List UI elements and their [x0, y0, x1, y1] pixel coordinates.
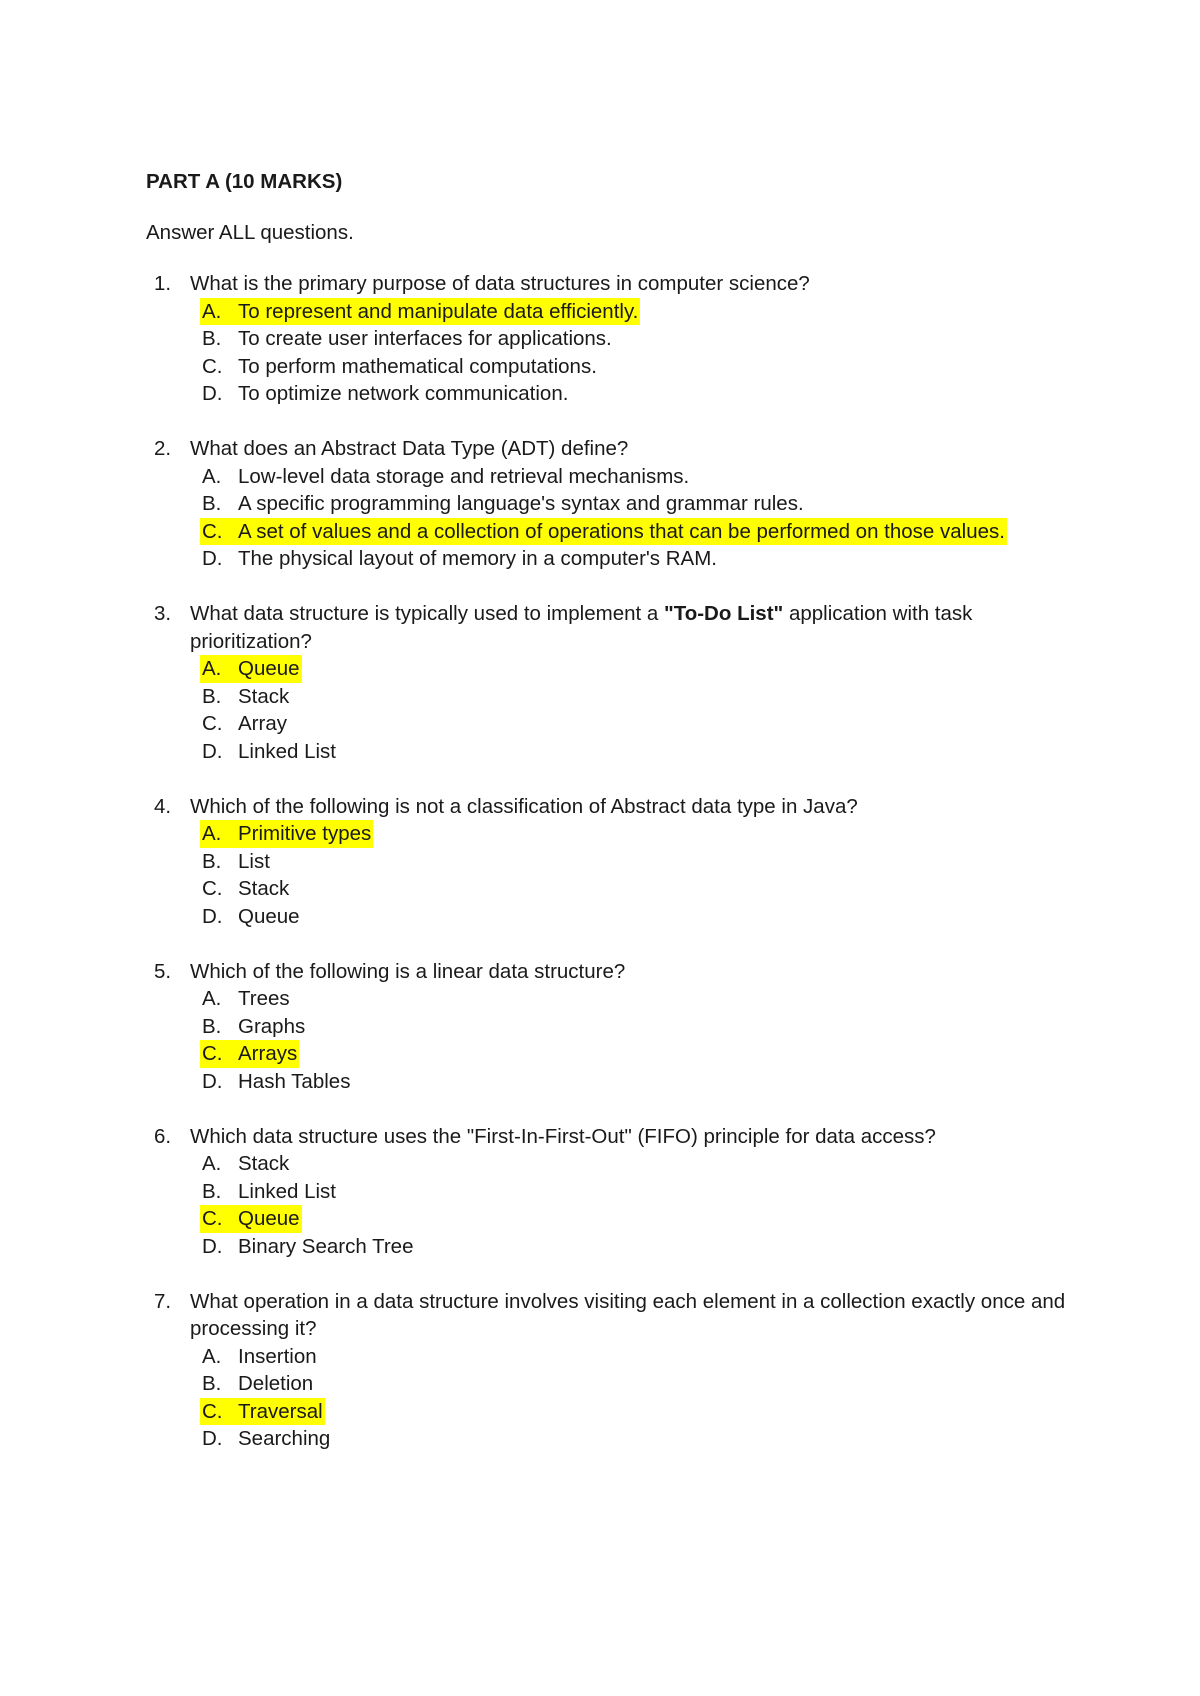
option-letter: A.	[202, 464, 222, 488]
option-text: Deletion	[238, 1372, 314, 1395]
option-list	[190, 1150, 1086, 1260]
question-number: 5.	[154, 959, 172, 983]
option-text: Graphs	[238, 1014, 306, 1038]
option-body	[200, 683, 291, 711]
question-item	[146, 435, 1086, 573]
option-text: To perform mathematical computations.	[238, 354, 597, 378]
question-text-part: Which of the following is not a classification of Abstract data type in Java?	[190, 794, 858, 818]
option-text: Hash Tables	[238, 1069, 351, 1093]
question-text	[190, 1288, 1086, 1343]
option-body	[200, 325, 614, 353]
option-body	[200, 903, 302, 931]
question-number: 2.	[154, 437, 172, 460]
option	[200, 1233, 1086, 1261]
option-letter: B.	[202, 849, 222, 873]
option-highlighted	[200, 1205, 1086, 1233]
question-number: 7.	[154, 1289, 172, 1313]
option-text: A specific programming language's syntax and grammar rules.	[238, 492, 804, 515]
question-number: 1.	[154, 272, 172, 295]
answer-highlight	[200, 518, 1007, 546]
option-letter: D.	[202, 739, 223, 763]
option-text: Traversal	[238, 1399, 323, 1423]
option	[200, 1425, 1086, 1453]
question-item	[146, 1123, 1086, 1261]
option	[200, 903, 1086, 931]
option-body	[200, 1178, 338, 1206]
option	[200, 1150, 1086, 1178]
option-text: Primitive types	[238, 822, 372, 845]
option-text: Linked List	[238, 739, 337, 763]
question-item	[146, 600, 1086, 765]
option-highlighted	[200, 655, 1086, 683]
option-letter: C.	[202, 354, 223, 378]
option-body	[200, 545, 719, 573]
option	[200, 985, 1086, 1013]
option-letter: A.	[202, 1152, 222, 1175]
option-letter: B.	[202, 492, 222, 515]
option-text: List	[238, 849, 270, 873]
option-list	[190, 985, 1086, 1095]
option-body	[200, 1150, 291, 1178]
option-letter: D.	[202, 547, 223, 570]
option-text: Trees	[238, 987, 290, 1010]
question-item	[146, 1288, 1086, 1453]
option-text: Linked List	[238, 1179, 337, 1203]
option-letter: D.	[202, 904, 223, 928]
option-highlighted	[200, 298, 1086, 326]
option-list	[190, 463, 1086, 573]
option-text: To represent and manipulate data efficiently.	[238, 299, 639, 323]
answer-highlight	[200, 820, 373, 848]
option-text: Queue	[238, 657, 300, 680]
option	[200, 1068, 1086, 1096]
part-title: PART A (10 MARKS)	[146, 170, 343, 193]
option-text: Searching	[238, 1427, 331, 1450]
question-text	[190, 793, 1086, 821]
option	[200, 545, 1086, 573]
option-list	[190, 655, 1086, 765]
option	[200, 1178, 1086, 1206]
option-letter: D.	[202, 1427, 223, 1450]
question-text-part: Which of the following is a linear data structure?	[190, 959, 626, 983]
option	[200, 1013, 1086, 1041]
option-letter: C.	[202, 1042, 223, 1065]
option-body	[200, 1068, 352, 1096]
option-letter: D.	[202, 382, 223, 405]
option-text: Binary Search Tree	[238, 1234, 414, 1258]
option-letter: B.	[202, 1372, 222, 1395]
option-body	[200, 1343, 319, 1371]
option-body	[200, 1013, 307, 1041]
question-text-part: Which data structure uses the "First-In-First-Out" (FIFO) principle for data access?	[190, 1124, 936, 1148]
option-letter: A.	[202, 822, 222, 845]
option-text: Queue	[238, 904, 300, 928]
option	[200, 710, 1086, 738]
question-bold-term: "To-Do List"	[663, 602, 784, 625]
option-letter: B.	[202, 327, 222, 350]
option-letter: A.	[202, 1344, 222, 1368]
answer-highlight	[200, 298, 640, 326]
question-text	[190, 600, 1086, 655]
option-letter: C.	[202, 877, 223, 900]
option-body	[200, 875, 291, 903]
option-body	[200, 463, 691, 491]
option-letter: C.	[202, 1207, 223, 1230]
question-text-part: What does an Abstract Data Type (ADT) define?	[190, 437, 629, 460]
option-letter: B.	[202, 684, 222, 708]
option	[200, 380, 1086, 408]
answer-highlight	[200, 655, 302, 683]
question-text-part: application with task prioritization?	[190, 602, 973, 653]
option	[200, 325, 1086, 353]
question-text-part: What data structure is typically used to implement a	[190, 602, 664, 625]
question-text	[190, 1123, 1086, 1151]
question-item	[146, 958, 1086, 1096]
question-text-part: What is the primary purpose of data structures in computer science?	[190, 272, 810, 295]
option	[200, 875, 1086, 903]
option-letter: B.	[202, 1179, 222, 1203]
option-letter: B.	[202, 1014, 222, 1038]
question-text	[190, 270, 1086, 298]
option-highlighted	[200, 820, 1086, 848]
option-text: Queue	[238, 1207, 300, 1230]
option-text: Array	[238, 712, 287, 735]
answer-highlight	[200, 1205, 302, 1233]
option-body	[200, 1233, 415, 1261]
option-letter: A.	[202, 987, 222, 1010]
option-text: Stack	[238, 877, 290, 900]
answer-highlight	[200, 1040, 299, 1068]
document-content	[146, 168, 1086, 1480]
question-number: 4.	[154, 794, 172, 818]
option-text: Arrays	[238, 1042, 298, 1065]
option-text: A set of values and a collection of operations that can be performed on those values.	[238, 519, 1005, 543]
option-body	[200, 353, 599, 381]
option	[200, 1370, 1086, 1398]
question-item	[146, 270, 1086, 408]
option-letter: C.	[202, 519, 223, 543]
question-text	[190, 958, 1086, 986]
option-letter: C.	[202, 712, 223, 735]
option-highlighted	[200, 518, 1086, 546]
option-body	[200, 738, 338, 766]
question-number: 6.	[154, 1124, 172, 1148]
option-body	[200, 490, 806, 518]
option-letter: D.	[202, 1234, 223, 1258]
option-highlighted	[200, 1398, 1086, 1426]
question-text-part: What operation in a data structure involves visiting each element in a collection exactly once and processing it?	[190, 1289, 1066, 1340]
option-body	[200, 710, 289, 738]
option-list	[190, 820, 1086, 930]
question-text	[190, 435, 1086, 463]
option	[200, 738, 1086, 766]
option-body	[200, 848, 272, 876]
instructions: Answer ALL questions.	[146, 220, 354, 244]
option-letter: A.	[202, 299, 222, 323]
option	[200, 463, 1086, 491]
option-text: The physical layout of memory in a computer's RAM.	[238, 547, 718, 570]
option	[200, 353, 1086, 381]
option-text: To create user interfaces for applications.	[238, 327, 612, 350]
option-text: Low-level data storage and retrieval mechanisms.	[238, 464, 690, 488]
option	[200, 1343, 1086, 1371]
option-list	[190, 298, 1086, 408]
option-text: Insertion	[238, 1344, 317, 1368]
option	[200, 490, 1086, 518]
option-body	[200, 985, 292, 1013]
answer-highlight	[200, 1398, 325, 1426]
question-item	[146, 793, 1086, 931]
option-letter: A.	[202, 657, 222, 680]
option-letter: D.	[202, 1069, 223, 1093]
option-list	[190, 1343, 1086, 1453]
option-body	[200, 380, 570, 408]
question-list	[146, 270, 1086, 1453]
question-number: 3.	[154, 602, 172, 625]
option-text: Stack	[238, 1152, 290, 1175]
option-body	[200, 1425, 332, 1453]
option-text: Stack	[238, 684, 290, 708]
option-text: To optimize network communication.	[238, 382, 569, 405]
option-letter: C.	[202, 1399, 223, 1423]
option	[200, 848, 1086, 876]
option-body	[200, 1370, 315, 1398]
option-highlighted	[200, 1040, 1086, 1068]
option	[200, 683, 1086, 711]
